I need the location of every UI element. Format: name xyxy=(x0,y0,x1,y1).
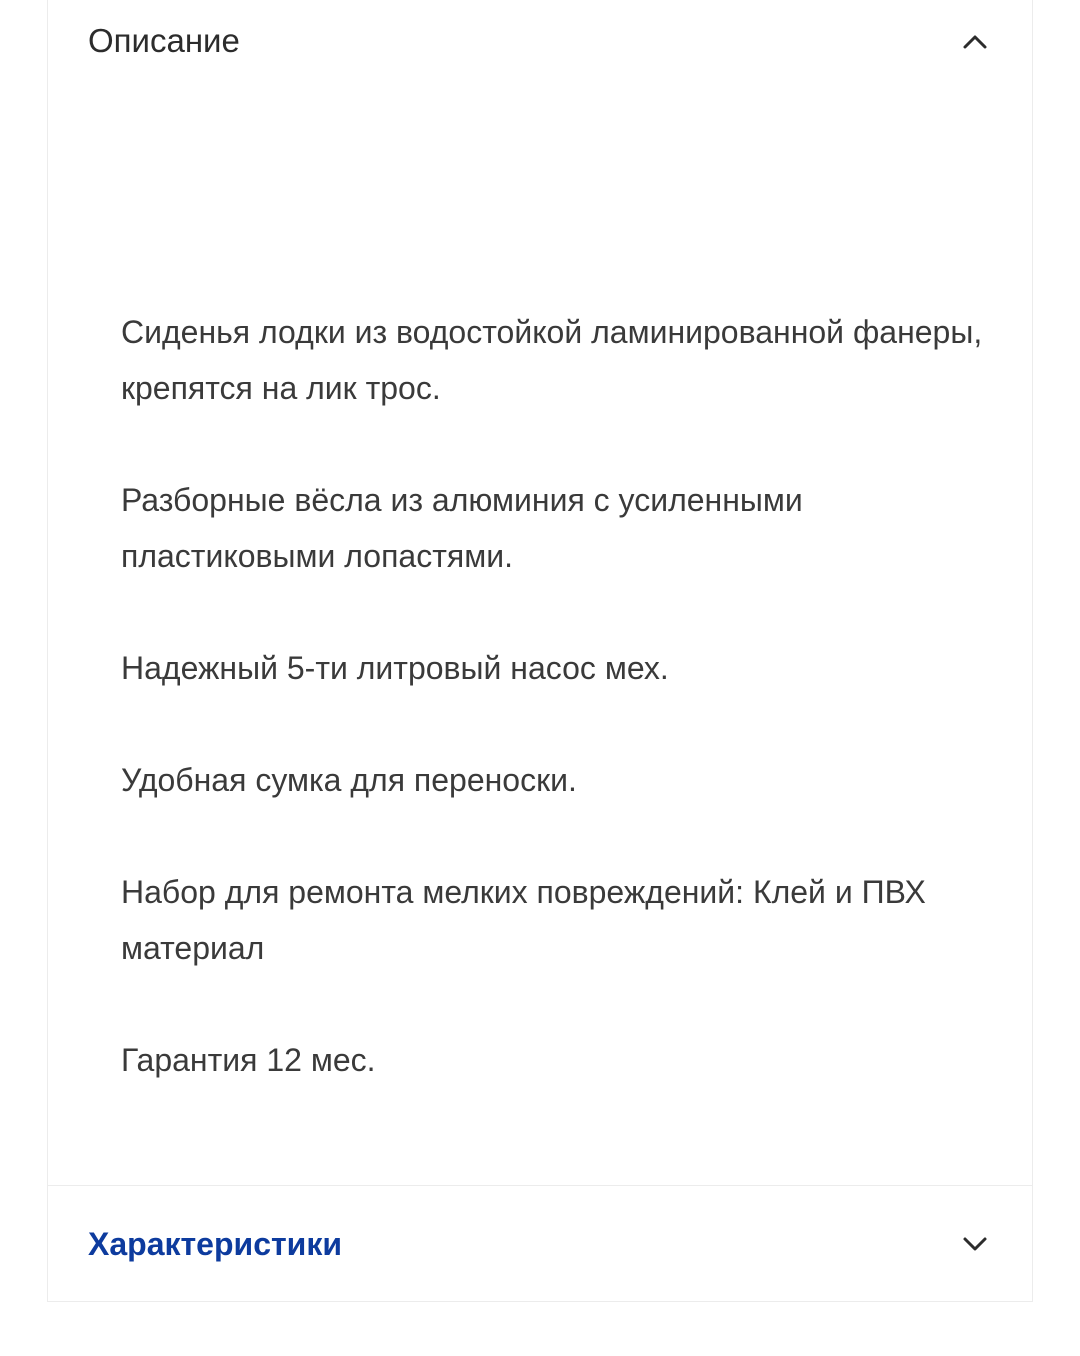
product-info-card xyxy=(47,0,1033,1302)
specs-section-header[interactable] xyxy=(48,1186,1032,1302)
chevron-up-icon[interactable] xyxy=(960,27,990,57)
description-paragraph: Набор для ремонта мелких повреждений: Клей и ПВХ материал xyxy=(121,874,926,966)
description-section-header[interactable] xyxy=(48,0,1032,90)
chevron-down-icon[interactable] xyxy=(960,1229,990,1259)
description-body xyxy=(121,304,1001,1144)
description-paragraph: Надежный 5-ти литровый насос мех. xyxy=(121,650,669,686)
description-paragraph: Разборные вёсла из алюминия с усиленными пластиковыми лопастями. xyxy=(121,482,803,574)
description-paragraph: Удобная сумка для переноски. xyxy=(121,762,577,798)
description-paragraph: Гарантия 12 мес. xyxy=(121,1042,376,1078)
description-section-title: Описание xyxy=(88,22,240,59)
description-paragraph: Сиденья лодки из водостойкой ламинированной фанеры, крепятся на лик трос. xyxy=(121,314,983,406)
specs-section-title: Характеристики xyxy=(88,1226,343,1262)
